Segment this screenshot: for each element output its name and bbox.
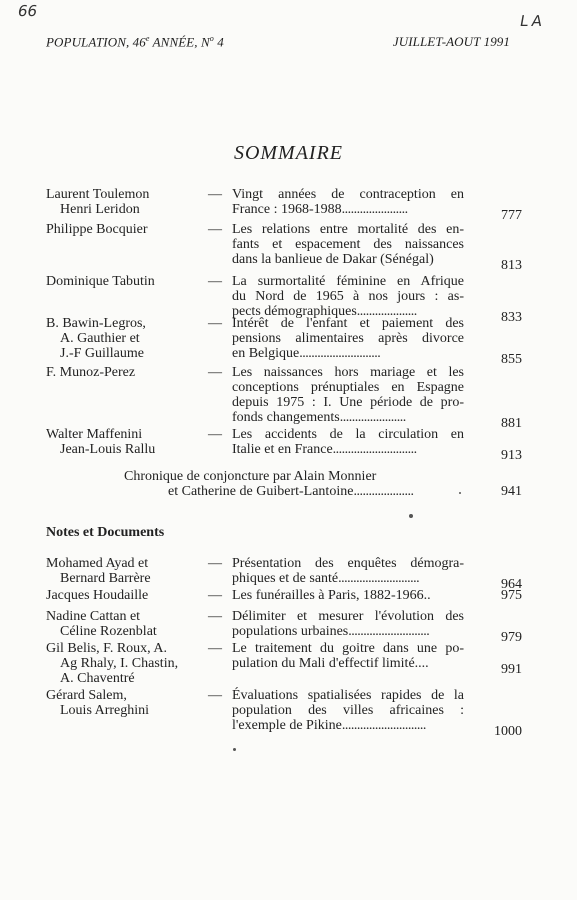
article-title-line [232, 380, 464, 395]
author-line: A. Gauthier et [60, 331, 140, 346]
author-line: Jacques Houdaille [46, 588, 149, 603]
author-line: Walter Maffenini [46, 427, 143, 442]
author-line: Gil Belis, F. Roux, A. [46, 641, 168, 656]
dash: — [208, 688, 222, 703]
ink-blot [233, 748, 236, 751]
article-title-text: Les relations entre mortalité des en- [232, 222, 464, 237]
page-number: 941 [501, 484, 522, 499]
page-number: 855 [501, 352, 522, 367]
page-number: 833 [501, 310, 522, 325]
article-title-line [232, 252, 464, 267]
article-title-line [232, 202, 464, 217]
article-title-text: Les naissances hors mariage et les [232, 365, 464, 380]
article-title-text: populations urbaines [232, 624, 349, 639]
leader-dots: ...................... [341, 202, 408, 217]
dash: — [208, 222, 222, 237]
dash: — [208, 556, 222, 571]
author-line: Laurent Toulemon [46, 187, 150, 202]
article-title [232, 316, 464, 361]
author-line: Céline Rozenblat [60, 624, 157, 639]
article-title-line [232, 289, 464, 304]
article-title-text: Intérêt de l'enfant et paiement des [232, 316, 464, 331]
author-line: A. Chaventré [60, 671, 135, 686]
article-title-text: conceptions prénuptiales en Espagne [232, 380, 464, 395]
handwritten-note-right: LA [518, 12, 547, 30]
article-title-line [232, 588, 464, 603]
authors [46, 274, 206, 289]
author-line: Henri Leridon [60, 202, 140, 217]
author-line: B. Bawin-Legros, [46, 316, 146, 331]
article-title-text: en Belgique [232, 346, 300, 361]
handwritten-note-left: 66 [16, 2, 39, 20]
article-title-line [232, 556, 464, 571]
article-title-text: l'exemple de Pikine [232, 718, 342, 733]
article-title-text: dans la banlieue de Dakar (Sénégal) [232, 252, 434, 267]
authors [46, 427, 206, 457]
article-title-text: population des villes africaines : [232, 703, 464, 718]
leader-dots: .................... [353, 484, 414, 499]
ink-blot [409, 514, 413, 518]
article-title [232, 688, 464, 733]
page-title: SOMMAIRE [233, 142, 344, 164]
article-title-text: pensions alimentaires après divorce [232, 331, 464, 346]
author-line: Gérard Salem, [46, 688, 127, 703]
author-line: Mohamed Ayad et [46, 556, 149, 571]
article-title-line [232, 703, 464, 718]
dash: — [208, 609, 222, 624]
page-number: 1000 [494, 724, 522, 739]
article-title-text: Vingt années de contraception en [232, 187, 464, 202]
leader-dots: ............................ [332, 442, 417, 457]
article-title-line [232, 718, 464, 733]
page-number: 979 [501, 630, 522, 645]
author-line: Jean-Louis Rallu [60, 442, 156, 457]
leader-dots: .................... [356, 304, 417, 319]
author-line: Dominique Tabutin [46, 274, 155, 289]
author-line: Bernard Barrère [60, 571, 151, 586]
article-title-text: Le traitement du goitre dans une po- [232, 641, 464, 656]
article-title-text: France : 1968-1988 [232, 202, 342, 217]
dash: — [208, 588, 222, 603]
leader-dots: ............................ [341, 718, 426, 733]
authors [46, 365, 206, 380]
article-title-text: Les funérailles à Paris, 1882-1966.. [232, 588, 431, 603]
authors [46, 187, 206, 217]
article-title-line [232, 609, 464, 624]
article-title-line [232, 187, 464, 202]
article-title-line [232, 656, 464, 671]
dash: — [208, 427, 222, 442]
article-title-line [232, 331, 464, 346]
article-title [232, 274, 464, 319]
article-title-line [232, 346, 464, 361]
page-number: 881 [501, 416, 522, 431]
authors [46, 588, 206, 603]
authors [46, 688, 206, 718]
leader-dots: ........................... [338, 571, 420, 586]
dash: — [208, 316, 222, 331]
author-line: J.-F Guillaume [60, 346, 144, 361]
chronique-line-2 [168, 484, 413, 499]
leader-dots: ........................... [299, 346, 381, 361]
authors [46, 222, 206, 237]
page-number: 777 [501, 208, 522, 223]
article-title-text: pulation du Mali d'effectif limité.... [232, 656, 429, 671]
article-title-line [232, 222, 464, 237]
authors [46, 609, 206, 639]
article-title-text: Italie et en France [232, 442, 333, 457]
dash: — [208, 641, 222, 656]
article-title [232, 222, 464, 267]
article-title-line [232, 688, 464, 703]
notes-section-title: Notes et Documents [46, 525, 165, 540]
article-title-line [232, 410, 464, 425]
page-number: 975 [501, 588, 522, 603]
article-title [232, 187, 464, 217]
article-title-text: Évaluations spatialisées rapides de la [232, 688, 464, 703]
authors [46, 641, 206, 686]
article-title-text: Présentation des enquêtes démogra- [232, 556, 464, 571]
issue-date: JUILLET-AOUT 1991 [392, 34, 510, 49]
article-title-text: depuis 1975 : I. Une période de pro- [232, 395, 464, 410]
article-title-line [232, 641, 464, 656]
leader-dots: ........................... [348, 624, 430, 639]
dash: — [208, 365, 222, 380]
chronique-line-2-text: et Catherine de Guibert-Lantoine [168, 484, 354, 499]
article-title-line [232, 237, 464, 252]
page-number: 964 [501, 577, 522, 592]
authors [46, 316, 206, 361]
author-line: Louis Arreghini [60, 703, 150, 718]
article-title-line [232, 316, 464, 331]
article-title-text: du Nord de 1965 à nos jours : as- [232, 289, 464, 304]
article-title [232, 588, 464, 603]
article-title-line [232, 274, 464, 289]
article-title-line [232, 427, 464, 442]
article-title-text: Les accidents de la circulation en [232, 427, 464, 442]
author-line: Philippe Bocquier [46, 222, 148, 237]
page-number: 913 [501, 448, 522, 463]
article-title-line [232, 395, 464, 410]
article-title [232, 609, 464, 639]
article-title-text: La surmortalité féminine en Afrique [232, 274, 464, 289]
author-line: Ag Rhaly, I. Chastin, [60, 656, 179, 671]
dash: — [208, 274, 222, 289]
article-title-text: Délimiter et mesurer l'évolution des [232, 609, 464, 624]
article-title-line [232, 571, 464, 586]
chronique-line-1: Chronique de conjoncture par Alain Monnier [124, 469, 377, 484]
article-title [232, 641, 464, 671]
author-line: F. Munoz-Perez [46, 365, 136, 380]
leader-dots: ...................... [339, 410, 406, 425]
article-title-line [232, 624, 464, 639]
article-title-line [232, 442, 464, 457]
article-title-line [232, 365, 464, 380]
article-title-text: phiques et de santé [232, 571, 339, 586]
article-title-text: fants et espacement des naissances [232, 237, 464, 252]
ink-blot [459, 492, 461, 494]
article-title-text: pects démographiques [232, 304, 357, 319]
article-title-text: fonds changements [232, 410, 340, 425]
article-title [232, 427, 464, 457]
authors [46, 556, 206, 586]
journal-issue: POPULATION, 46e ANNÉE, $N^o$ 4 [46, 34, 224, 50]
article-title [232, 365, 464, 425]
author-line: Nadine Cattan et [46, 609, 141, 624]
page-number: 991 [501, 662, 522, 677]
page-number: 813 [501, 258, 522, 273]
dash: — [208, 187, 222, 202]
article-title [232, 556, 464, 586]
